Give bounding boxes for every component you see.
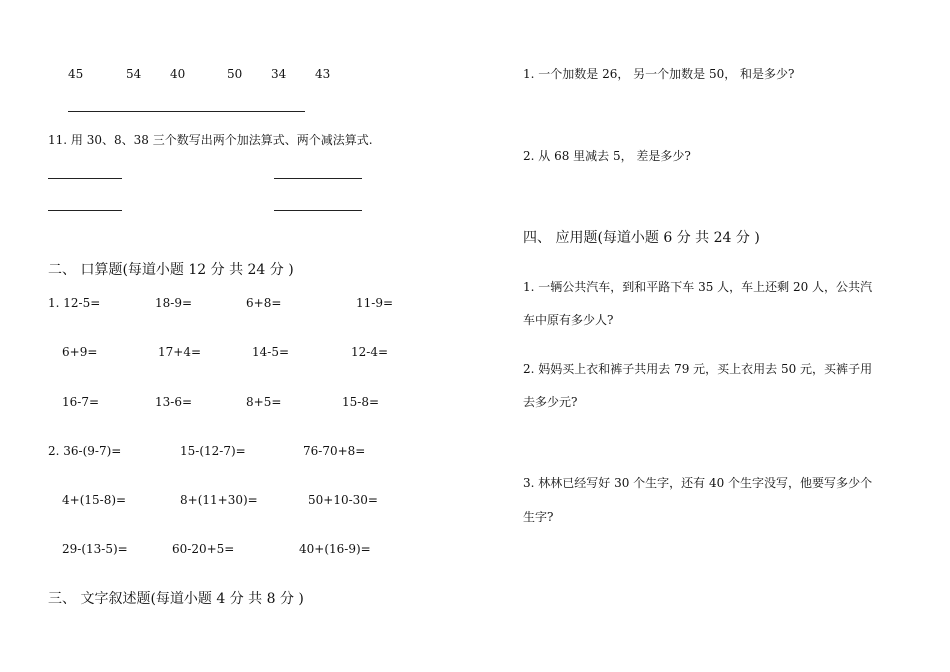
math-problem: 29-(13-5)= bbox=[62, 542, 128, 556]
math-problem: 8+5= bbox=[246, 395, 282, 409]
answer-line bbox=[48, 210, 122, 211]
math-problem: 40+(16-9)= bbox=[299, 542, 371, 556]
math-problem: 50+10-30= bbox=[308, 493, 378, 507]
number-item: 40 bbox=[170, 67, 186, 81]
math-problem: 6+8= bbox=[246, 296, 282, 310]
math-problem: 76-70+8= bbox=[303, 444, 366, 458]
math-problem: 11-9= bbox=[356, 296, 394, 310]
section-heading-4: 四、 应用题(每道小题 6 分 共 24 分 ) bbox=[523, 230, 760, 246]
math-problem: 15-8= bbox=[342, 395, 380, 409]
number-item: 34 bbox=[271, 67, 287, 81]
math-problem: 8+(11+30)= bbox=[180, 493, 258, 507]
number-item: 43 bbox=[315, 67, 331, 81]
application-question-3: 3. 林林已经写好 30 个生字，还有 40 个生字没写，他要写多少个 bbox=[523, 476, 873, 490]
answer-line bbox=[274, 178, 362, 179]
application-question-2: 2. 妈妈买上衣和裤子共用去 79 元，买上衣用去 50 元，买裤子用 bbox=[523, 362, 873, 376]
answer-line bbox=[274, 210, 362, 211]
number-item: 45 bbox=[68, 67, 84, 81]
math-problem: 60-20+5= bbox=[172, 542, 235, 556]
section-heading-3: 三、 文字叙述题(每道小题 4 分 共 8 分 ) bbox=[48, 591, 304, 607]
application-question-1: 1. 一辆公共汽车，到和平路下车 35 人，车上还剩 20 人，公共汽 bbox=[523, 280, 873, 294]
math-problem: 16-7= bbox=[62, 395, 100, 409]
math-problem: 2. 36-(9-7)= bbox=[48, 444, 122, 458]
math-problem: 1. 12-5= bbox=[48, 296, 101, 310]
section-heading-2: 二、 口算题(每道小题 12 分 共 24 分 ) bbox=[48, 262, 294, 278]
word-question-1: 1. 一个加数是 26， 另一个加数是 50， 和是多少? bbox=[523, 67, 795, 81]
math-problem: 17+4= bbox=[158, 345, 202, 359]
word-question-2: 2. 从 68 里减去 5， 差是多少? bbox=[523, 149, 691, 163]
math-problem: 14-5= bbox=[252, 345, 290, 359]
application-question-1-cont: 车中原有多少人? bbox=[523, 313, 614, 327]
number-item: 50 bbox=[227, 67, 243, 81]
math-problem: 6+9= bbox=[62, 345, 98, 359]
application-question-2-cont: 去多少元? bbox=[523, 395, 578, 409]
math-problem: 13-6= bbox=[155, 395, 193, 409]
question-11: 11. 用 30、8、38 三个数写出两个加法算式、两个减法算式. bbox=[48, 133, 373, 147]
number-item: 54 bbox=[126, 67, 142, 81]
answer-line bbox=[68, 111, 305, 112]
math-problem: 15-(12-7)= bbox=[180, 444, 246, 458]
math-problem: 18-9= bbox=[155, 296, 193, 310]
application-question-3-cont: 生字? bbox=[523, 510, 554, 524]
math-problem: 12-4= bbox=[351, 345, 389, 359]
answer-line bbox=[48, 178, 122, 179]
math-problem: 4+(15-8)= bbox=[62, 493, 127, 507]
